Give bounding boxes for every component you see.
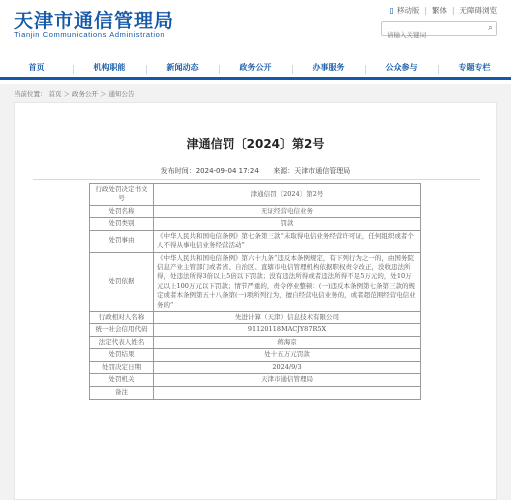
nav-news[interactable]: 新闻动态 — [146, 58, 219, 77]
site-logo-title[interactable]: 天津市通信管理局 — [14, 10, 175, 32]
table-key-cell: 处罚决定日期 — [90, 361, 154, 373]
table-key-cell: 处罚机关 — [90, 374, 154, 386]
table-row — [90, 374, 421, 386]
nav-public-participation[interactable]: 公众参与 — [365, 58, 438, 77]
breadcrumb-separator: ＞ — [100, 90, 107, 98]
table-key-cell: 行政处罚决定书文号 — [90, 184, 154, 206]
traditional-chinese-link[interactable]: 繁体 — [431, 6, 447, 15]
table-value-cell: 罚款 — [154, 218, 421, 230]
table-row — [90, 361, 421, 373]
table-key-cell: 行政相对人名称 — [90, 312, 154, 324]
table-value-cell: 津通信罚〔2024〕第2号 — [154, 184, 421, 206]
table-row — [90, 386, 421, 399]
search-input[interactable] — [382, 29, 482, 42]
source-value: 天津市通信管理局 — [294, 167, 351, 175]
table-value-cell: 2024/9/3 — [154, 361, 421, 373]
search-icon[interactable]: ⌕ — [487, 23, 493, 33]
site-logo-subtitle: Tianjin Communications Administration — [14, 30, 166, 39]
table-row — [90, 324, 421, 336]
breadcrumb-government-affairs[interactable]: 政务公开 — [72, 90, 98, 98]
table-value-cell — [154, 386, 421, 399]
table-row — [90, 230, 421, 252]
article-panel — [14, 102, 497, 500]
accessible-browse-link[interactable]: 无障碍浏览 — [459, 6, 497, 15]
search-box — [381, 21, 497, 36]
publish-label: 发布时间： — [160, 167, 196, 175]
table-key-cell: 处罚类别 — [90, 218, 154, 230]
mobile-version-link[interactable]: 移动版 — [396, 6, 420, 15]
article-meta — [15, 166, 496, 176]
site-header — [0, 0, 511, 56]
table-value-cell: 天津市通信管理局 — [154, 374, 421, 386]
divider — [33, 179, 480, 180]
table-row — [90, 205, 421, 217]
breadcrumb-label: 当前位置： — [14, 90, 47, 98]
table-key-cell: 备注 — [90, 386, 154, 399]
source-label: 来源： — [273, 167, 295, 175]
top-links — [390, 5, 497, 16]
table-value-cell: 《中华人民共和国电信条例》第六十九条“违反本条例规定，有下列行为之一的，由国务院信息产业主管部门或者省、自治区、直辖市电信管理机构依据职权责令改正，没收违法所得，处违法所得3倍以上5倍以下罚款；没有违法所得或者违法所得不足5万元的，处10万元以上100万元以下罚款；情节严重的，责令停业整顿：(一)违反本条例第七条第三款的规定或者本条例第五十八条第(一)项所列行为，擅自经营电信业务的，或者超范围经营电信业务的” — [154, 252, 421, 312]
main-nav — [0, 58, 511, 80]
table-value-cell: 91120118MACJY87R5X — [154, 324, 421, 336]
table-row — [90, 184, 421, 206]
table-row — [90, 312, 421, 324]
penalty-table — [89, 183, 421, 400]
breadcrumb — [14, 89, 137, 98]
table-row — [90, 336, 421, 348]
divider: | — [424, 6, 427, 15]
table-key-cell: 处罚结果 — [90, 349, 154, 361]
table-value-cell: 处十五万元罚款 — [154, 349, 421, 361]
divider: | — [451, 6, 455, 15]
nav-services[interactable]: 办事服务 — [292, 58, 365, 77]
page-title: 津通信罚〔2024〕第2号 — [186, 137, 325, 151]
mobile-icon: ▯ — [389, 6, 394, 15]
nav-home[interactable]: 首页 — [28, 63, 45, 72]
table-key-cell: 处罚事由 — [90, 230, 154, 252]
nav-government-affairs[interactable]: 政务公开 — [219, 58, 292, 77]
table-row — [90, 349, 421, 361]
breadcrumb-home[interactable]: 首页 — [48, 90, 62, 98]
table-key-cell: 统一社会信用代码 — [90, 324, 154, 336]
table-key-cell: 处罚名称 — [90, 205, 154, 217]
table-row — [90, 252, 421, 312]
breadcrumb-separator: ＞ — [63, 90, 70, 98]
table-row — [90, 218, 421, 230]
nav-special-topics[interactable]: 专题专栏 — [438, 58, 511, 77]
nav-functions[interactable]: 机构职能 — [73, 58, 146, 77]
table-value-cell: 蒋海京 — [154, 336, 421, 348]
breadcrumb-notices[interactable]: 通知公告 — [108, 90, 135, 98]
table-value-cell: 无证经营电信业务 — [154, 205, 421, 217]
publish-time: 2024-09-04 17:24 — [195, 167, 259, 175]
table-value-cell: 《中华人民共和国电信条例》第七条第三款“未取得电信业务经营许可证，任何组织或者个人不得从事电信业务经营活动” — [154, 230, 421, 252]
table-value-cell: 先进计算（天津）信息技术有限公司 — [154, 312, 421, 324]
table-key-cell: 法定代表人姓名 — [90, 336, 154, 348]
table-key-cell: 处罚依据 — [90, 252, 154, 312]
